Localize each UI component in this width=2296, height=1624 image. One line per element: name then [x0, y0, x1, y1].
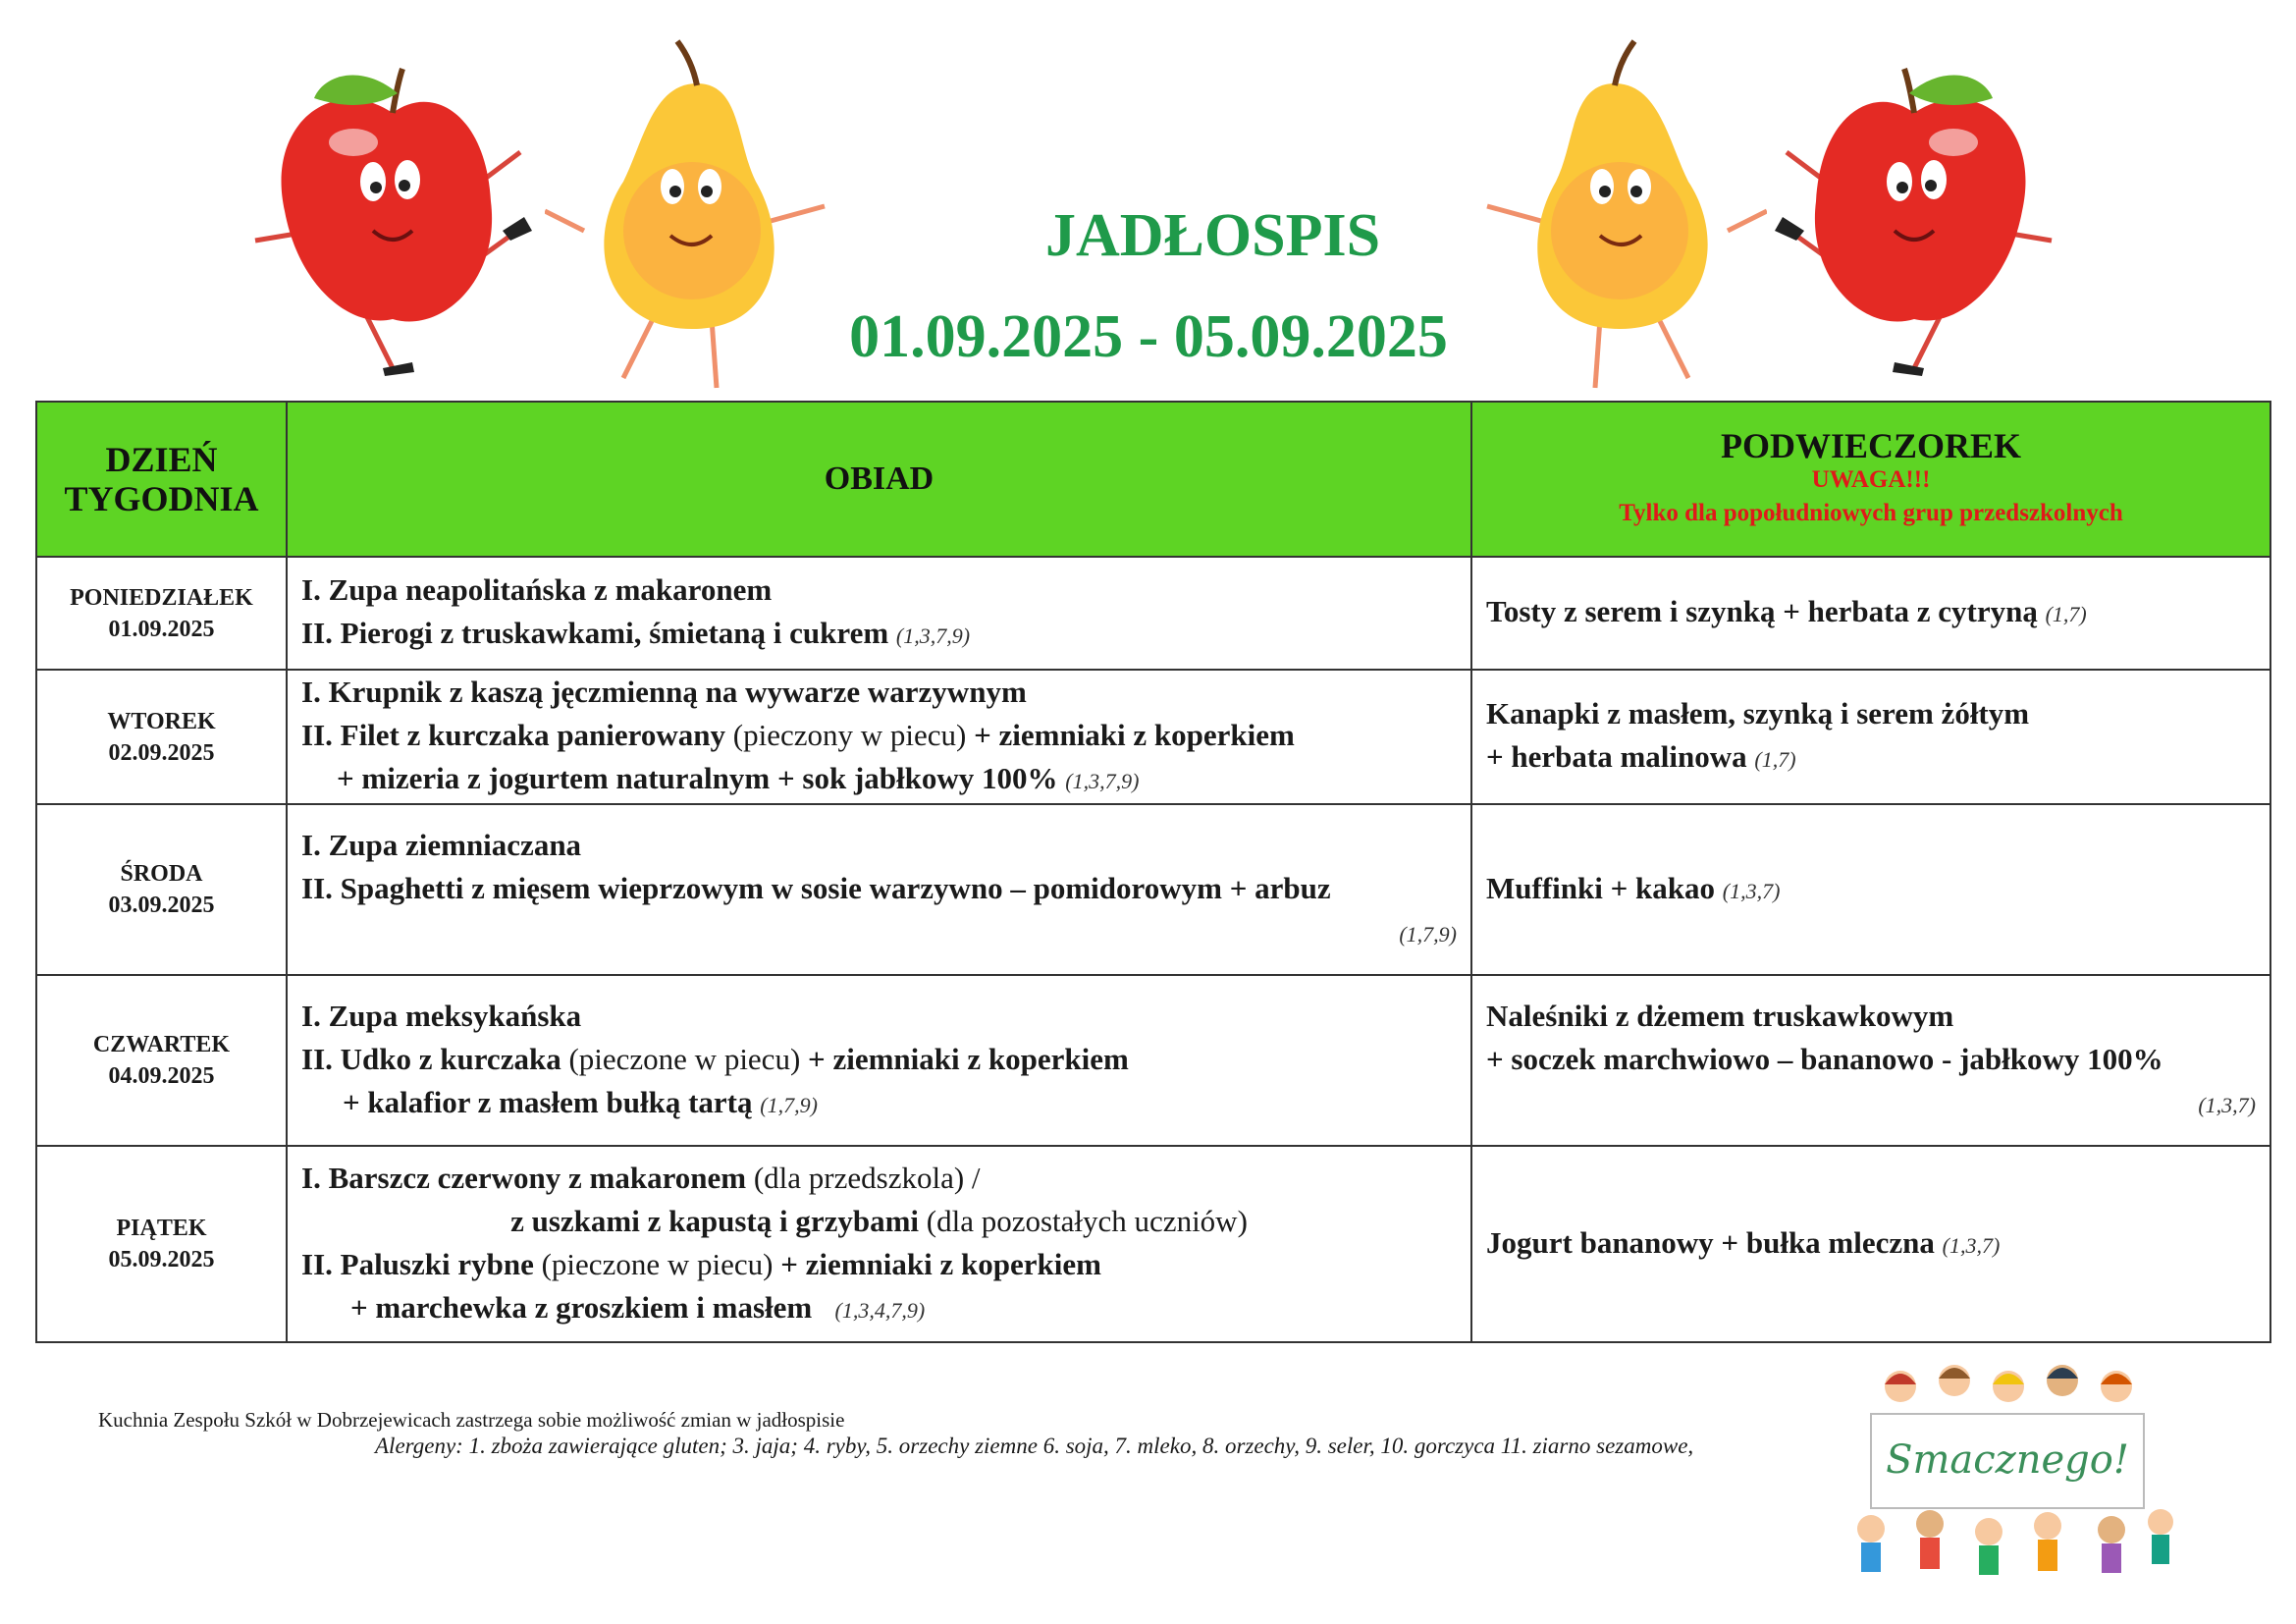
header-obiad: OBIAD [287, 402, 1471, 557]
allergen-codes: (1,3,7) [1722, 878, 1781, 903]
pod-line: Kanapki z masłem, szynką i serem żółtym [1486, 696, 2030, 731]
pod-line [1486, 1081, 2256, 1127]
obiad-line [301, 1286, 1457, 1332]
obiad-note: (dla przedszkola) / [753, 1160, 981, 1195]
obiad-text: II. Paluszki rybne [301, 1246, 534, 1281]
date-range: 01.09.2025 - 05.09.2025 [849, 303, 1448, 370]
obiad-text: + ziemniaki z koperkiem [780, 1246, 1101, 1281]
obiad-cell [287, 975, 1471, 1146]
day-date: 05.09.2025 [108, 1247, 215, 1272]
obiad-note: (dla pozostałych uczniów) [926, 1203, 1248, 1238]
header-podwieczorek-label: PODWIECZOREK [1720, 426, 2022, 465]
obiad-note: (pieczony w piecu) [732, 718, 967, 752]
table-header-row [36, 402, 2270, 557]
obiad-text: II. Filet z kurczaka panierowany [301, 718, 726, 752]
obiad-cell [287, 804, 1471, 975]
day-date: 01.09.2025 [108, 616, 215, 642]
allergen-codes: (1,3,4,7,9) [834, 1297, 926, 1323]
allergen-codes: (1,3,7) [1942, 1232, 2001, 1258]
day-cell [36, 975, 287, 1146]
podwieczorek-cell [1471, 670, 2270, 804]
pod-line [1486, 735, 2256, 782]
obiad-text: II. Pierogi z truskawkami, śmietaną i cukrem [301, 616, 889, 650]
obiad-line [301, 1243, 1457, 1286]
obiad-text: + ziemniaki z koperkiem [808, 1041, 1129, 1076]
menu-table [35, 401, 2271, 1343]
day-date: 04.09.2025 [108, 1063, 215, 1089]
obiad-line [301, 1157, 1457, 1200]
allergen-codes: (1,7,9) [1399, 921, 1457, 947]
table-row [36, 670, 2270, 804]
allergen-codes: (1,7) [2045, 602, 2087, 626]
obiad-roman: I [301, 827, 314, 862]
day-cell [36, 670, 287, 804]
kitchen-note: Kuchnia Zespołu Szkół w Dobrzejewicach zastrzega sobie możliwość zmian w jadłospisie [98, 1408, 845, 1432]
day-cell [36, 804, 287, 975]
header-day [36, 402, 287, 557]
obiad-line [301, 612, 1457, 658]
obiad-line [301, 714, 1457, 757]
allergen-codes: (1,3,7,9) [895, 623, 971, 648]
podwieczorek-cell [1471, 804, 2270, 975]
day-name: WTOREK [107, 708, 216, 734]
obiad-line [301, 1038, 1457, 1081]
obiad-cell [287, 670, 1471, 804]
obiad-text: II. Udko z kurczaka [301, 1041, 561, 1076]
pod-line: Naleśniki z dżemem truskawkowym [1486, 998, 1954, 1033]
pear-character-right [1482, 25, 1767, 407]
podwieczorek-cell [1471, 557, 2270, 670]
table-row [36, 557, 2270, 670]
obiad-line: I. Zupa neapolitańska z makaronem [301, 572, 773, 607]
allergen-codes: (1,3,7,9) [1065, 769, 1140, 793]
obiad-text: + kalafior z masłem bułką tartą [343, 1084, 753, 1119]
obiad-text: I. Barszcz czerwony z makaronem [301, 1160, 747, 1195]
table-row [36, 1146, 2270, 1342]
obiad-line [301, 1200, 1457, 1243]
obiad-text: + mizeria z jogurtem naturalnym + sok jabłkowy 100% [337, 761, 1058, 795]
apple-character-right [1737, 54, 2061, 378]
day-date: 03.09.2025 [108, 893, 215, 918]
pod-text: Muffinki + kakao [1486, 870, 1715, 905]
pod-text: Jogurt bananowy + bułka mleczna [1486, 1224, 1935, 1260]
pod-line: + soczek marchwiowo – bananowo - jabłkowy 100% [1486, 1041, 2163, 1076]
obiad-text: + ziemniaki z koperkiem [974, 718, 1295, 752]
table-row [36, 975, 2270, 1146]
header-podwieczorek [1471, 402, 2270, 557]
apple-character-left [245, 54, 569, 378]
obiad-cell [287, 557, 1471, 670]
header-uwaga: UWAGA!!! [1811, 466, 1931, 493]
header-day-line2: TYGODNIA [64, 479, 259, 518]
obiad-text: + marchewka z groszkiem i masłem [350, 1289, 813, 1325]
obiad-note: (pieczone w piecu) [541, 1246, 774, 1281]
day-date: 02.09.2025 [108, 739, 215, 766]
pear-character-left [545, 25, 829, 407]
obiad-cell [287, 1146, 1471, 1342]
kids-smacznego-illustration [1832, 1357, 2183, 1598]
header-day-line1: DZIEŃ [105, 440, 218, 479]
obiad-line: II. Spaghetti z mięsem wieprzowym w sosie warzywno – pomidorowym + arbuz [301, 870, 1331, 905]
day-cell [36, 557, 287, 670]
podwieczorek-cell [1471, 975, 2270, 1146]
smacznego-sign-text: Smacznego! [1886, 1437, 2129, 1483]
obiad-note: (pieczone w piecu) [568, 1041, 801, 1076]
allergen-codes: (1,7) [1754, 747, 1796, 772]
pod-text: Tosty z serem i szynką + herbata z cytryną [1486, 594, 2038, 628]
allergens-legend: Alergeny: 1. zboża zawierające gluten; 3. jaja; 4. ryby, 5. orzechy ziemne 6. soja, 7. mleko, 8. orzechy, 9. seler, 10. gorczyca 11. ziarno sezamowe, [375, 1434, 1694, 1458]
podwieczorek-cell [1471, 1146, 2270, 1342]
day-cell [36, 1146, 287, 1342]
table-row [36, 804, 2270, 975]
obiad-line: I. Zupa meksykańska [301, 998, 582, 1033]
pod-text: + herbata malinowa [1486, 739, 1747, 774]
obiad-line [301, 1081, 1457, 1127]
day-name: ŚRODA [120, 861, 203, 887]
obiad-text: . Zupa ziemniaczana [313, 827, 582, 862]
allergen-codes: (1,3,7) [2198, 1092, 2256, 1117]
day-name: PONIEDZIAŁEK [70, 584, 253, 611]
obiad-line [301, 910, 1457, 956]
obiad-line [301, 824, 1457, 867]
obiad-line [301, 757, 1457, 803]
obiad-text: z uszkami z kapustą i grzybami [510, 1203, 920, 1238]
allergen-codes: (1,7,9) [760, 1092, 818, 1117]
obiad-line: I. Krupnik z kaszą jęczmienną na wywarze warzywnym [301, 675, 1027, 709]
page-title: JADŁOSPIS [1045, 202, 1381, 269]
header-uwaga-note: Tylko dla popołudniowych grup przedszkolnych [1619, 500, 2123, 526]
day-name: PIĄTEK [116, 1216, 207, 1241]
day-name: CZWARTEK [92, 1032, 231, 1057]
